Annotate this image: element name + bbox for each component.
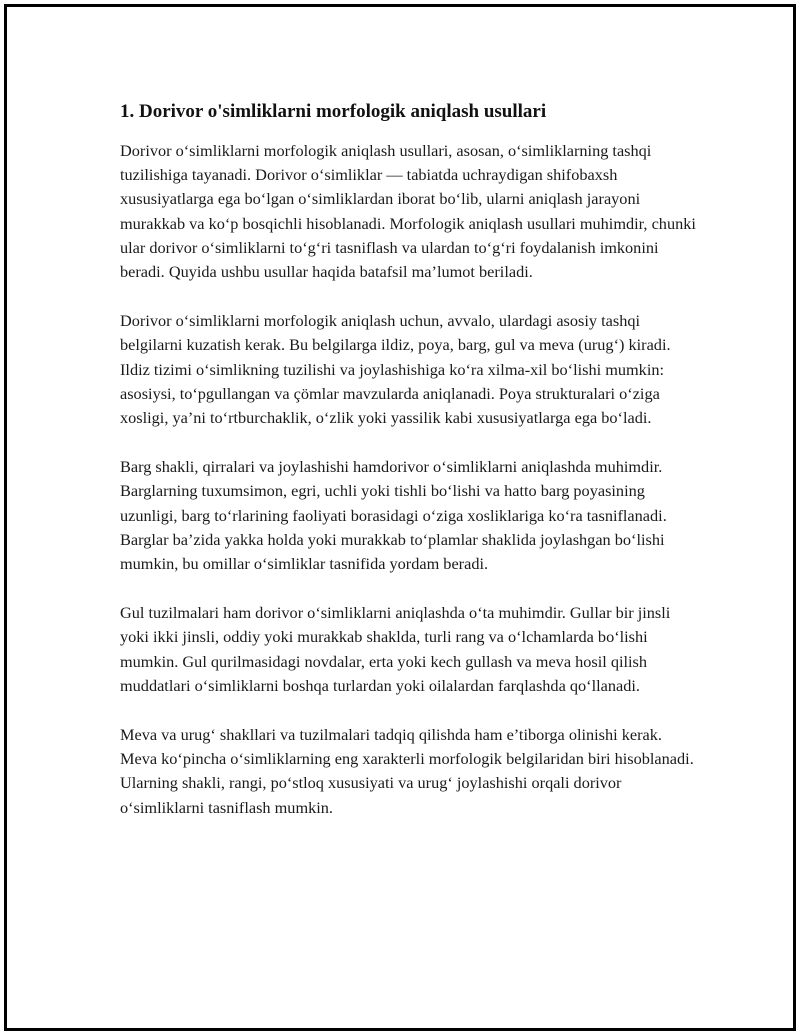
paragraph-4: Gul tuzilmalari ham dorivor o‘simliklarni aniqlashda o‘ta muhimdir. Gullar bir jinsli yoki ikki jinsli, oddiy yoki murakkab shaklda, turli rang va o‘lchamlarda bo‘lishi mumkin. Gul qurilmasidagi novdalar, erta yoki kech gullash va meva hosil qilish muddatlari o‘simliklarni boshqa turlardan yoki oilalardan farqlashda qo‘llanadi. — [120, 603, 671, 695]
document-body — [120, 99, 700, 845]
paragraph-2: Dorivor o‘simliklarni morfologik aniqlash uchun, avvalo, ulardagi asosiy tashqi belgilarni kuzatish kerak. Bu belgilarga ildiz, poya, barg, gul va meva (urug‘) kiradi. Ildiz tizimi o‘simlikning tuzilishi va joylashishiga ko‘ra xilma-xil bo‘lishi mumkin: asosiysi, to‘pgullangan va çömlar mavzularda aniqlanadi. Poya strukturalari o‘ziga xosligi, ya’ni to‘rtburchaklik, o‘zlik yoki yassilik kabi xususiyatlarga ega bo‘ladi. — [120, 311, 671, 428]
paragraph-1: Dorivor o‘simliklarni morfologik aniqlash usullari, asosan, o‘simliklarning tashqi tuzilishiga tayanadi. Dorivor o‘simliklar — tabiatda uchraydigan shifobaxsh xususiyatlarga ega bo‘lgan o‘simliklardan iborat bo‘lib, ularni aniqlash jarayoni murakkab va ko‘p bosqichli hisoblanadi. Morfologik aniqlash usullari muhimdir, chunki ular dorivor o‘simliklarni to‘g‘ri tasniflash va ulardan to‘g‘ri foydalanish imkonini beradi. Quyida ushbu usullar haqida batafsil ma’lumot beriladi. — [120, 141, 696, 282]
paragraph-3: Barg shakli, qirralari va joylashishi hamdorivor o‘simliklarni aniqlashda muhimdir. Barglarning tuxumsimon, egri, uchli yoki tishli bo‘lishi va hatto barg poyasining uzunligi, barg to‘rlarining faoliyati borasidagi o‘ziga xosliklariga ko‘ra tasniflanadi. Barglar ba’zida yakka holda yoki murakkab to‘plamlar shaklida joylashgan bo‘lishi mumkin, bu omillar o‘simliklar tasnifida yordam beradi. — [120, 457, 667, 574]
paragraph-5: Meva va urug‘ shakllari va tuzilmalari tadqiq qilishda ham e’tiborga olinishi kerak. Meva ko‘pincha o‘simliklarning eng xarakterli morfologik belgilaridan biri hisoblanadi. Ularning shakli, rangi, po‘stloq xususiyati va urug‘ joylashishi orqali dorivor o‘simliklarni tasniflash mumkin. — [120, 725, 694, 817]
section-heading: 1. Dorivor o'simliklarni morfologik aniqlash usullari — [120, 101, 547, 122]
page-frame — [4, 4, 796, 1031]
